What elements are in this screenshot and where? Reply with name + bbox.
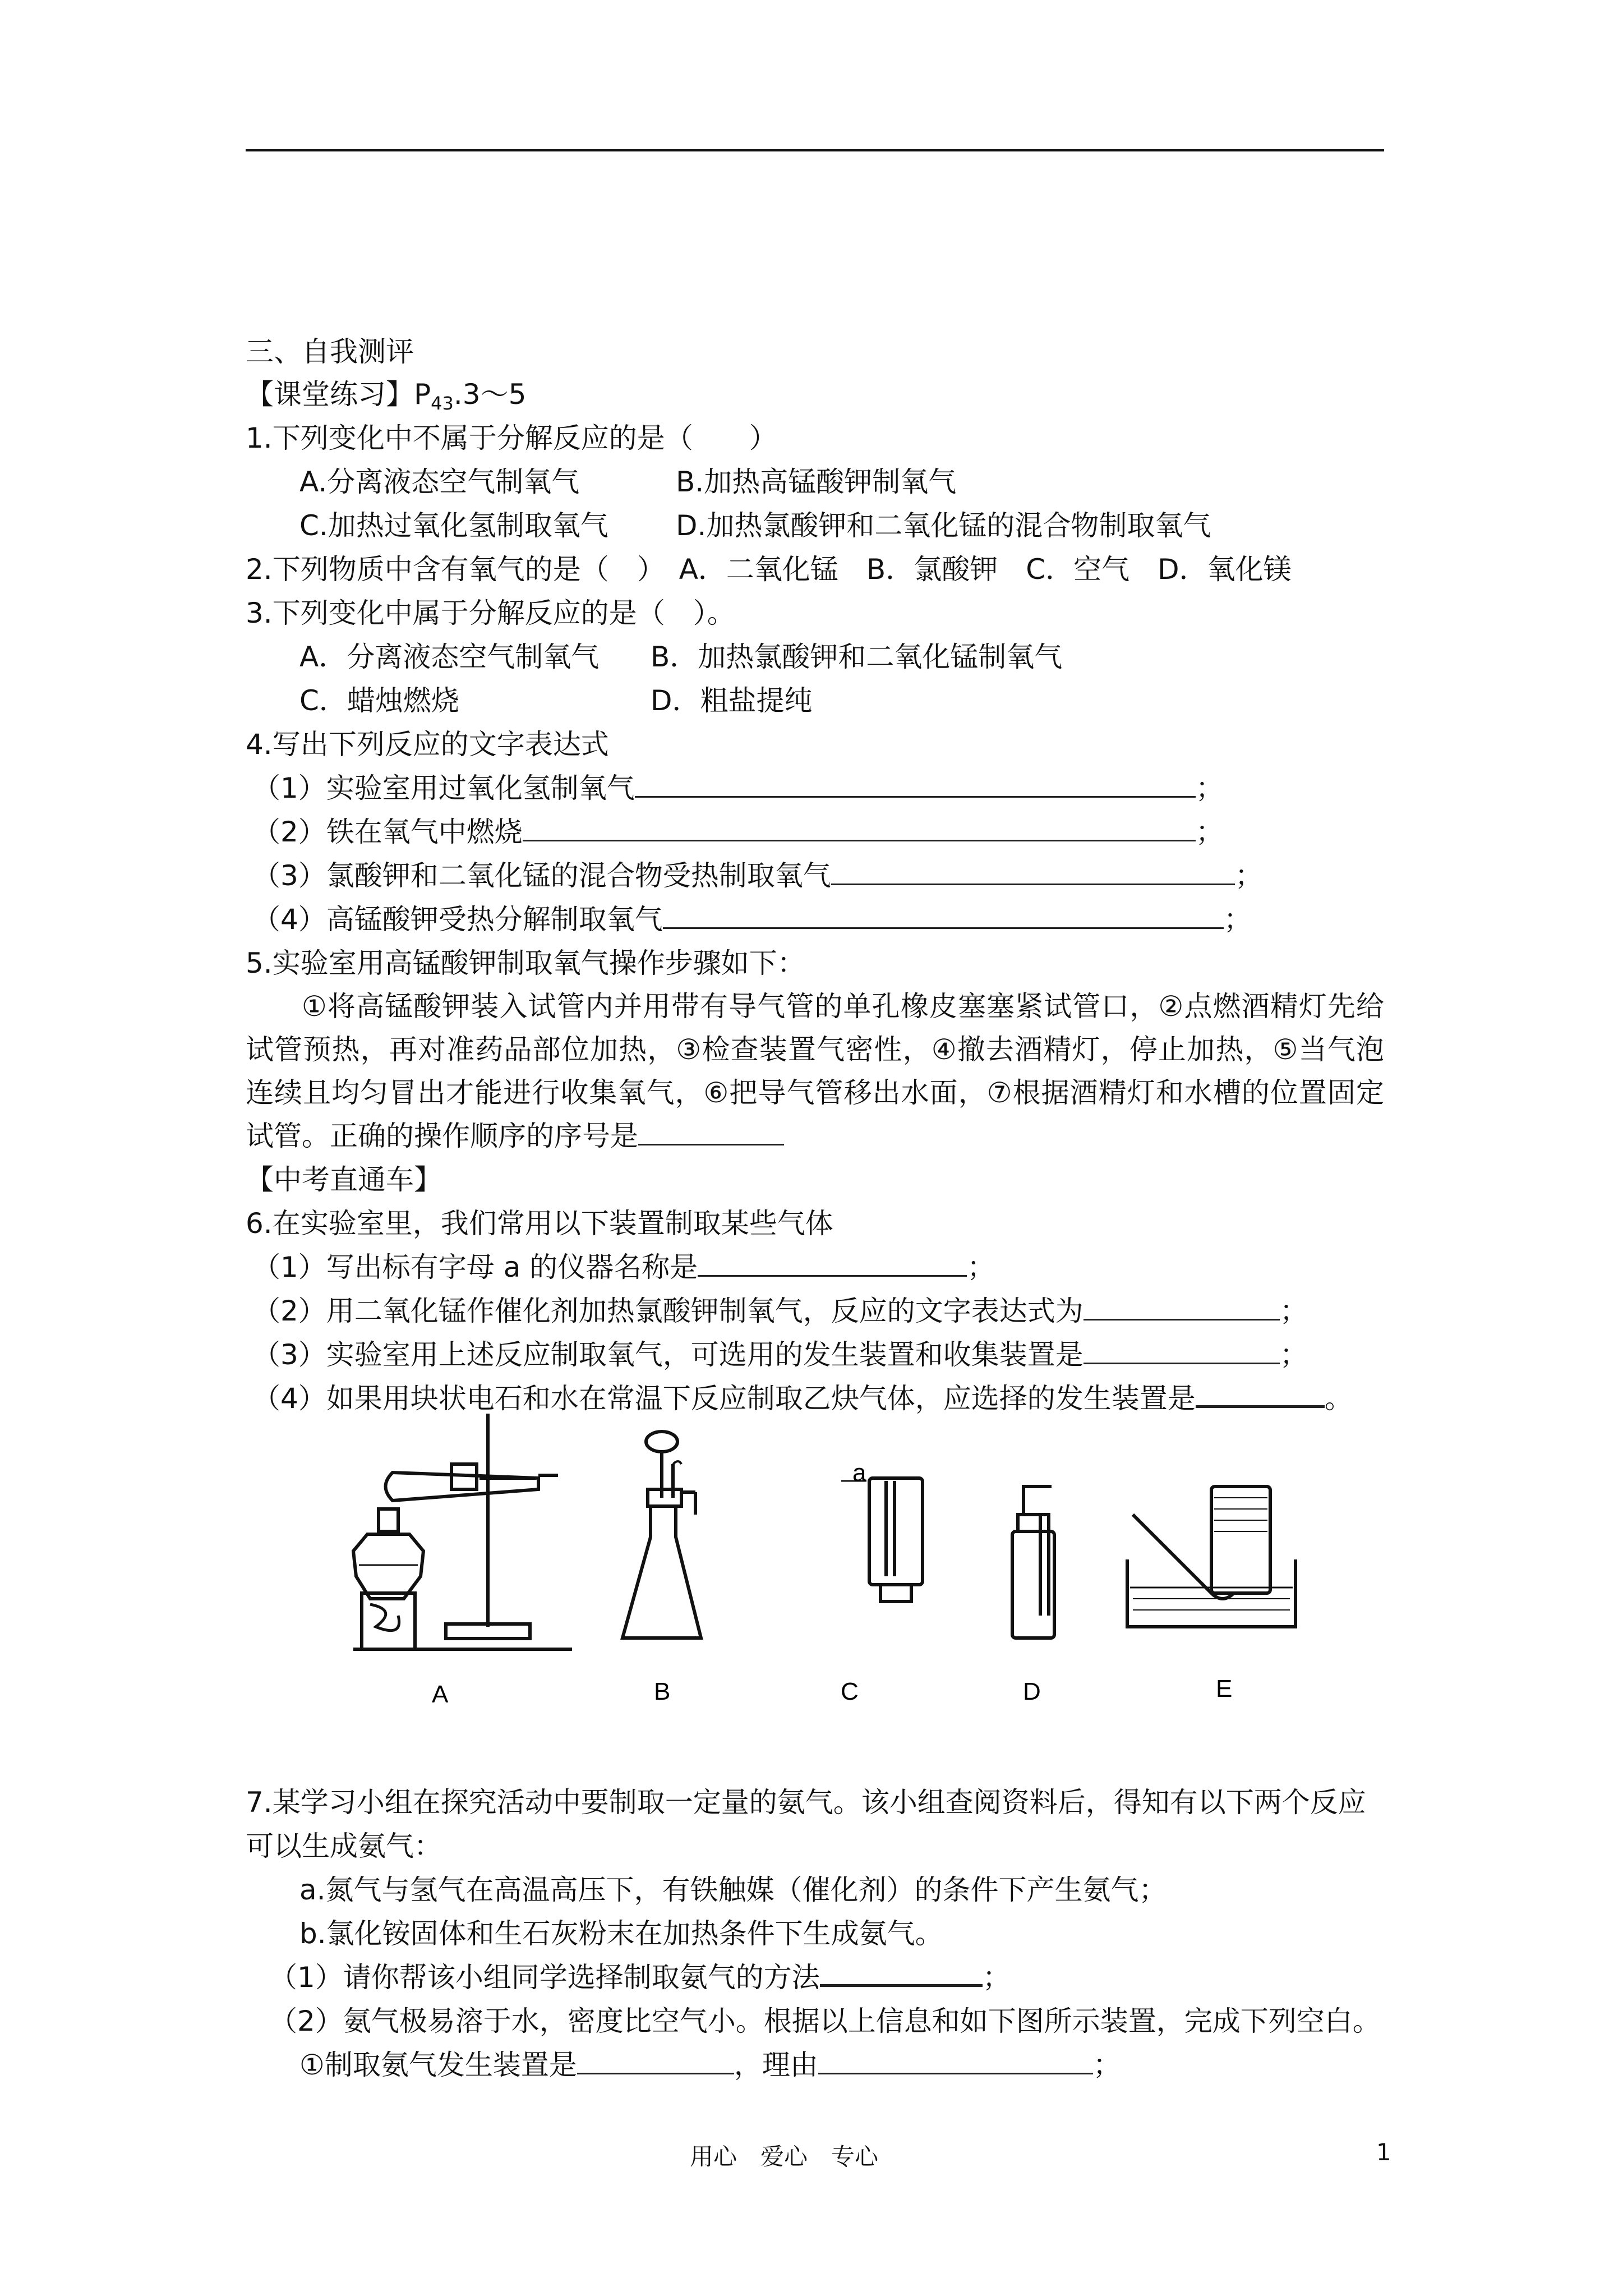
q7-reaction-a: a.氮气与氢气在高温高压下，有铁触媒（催化剂）的条件下产生氨气；: [299, 1874, 1167, 1906]
q1-option-d: D.加热氯酸钾和二氧化锰的混合物制取氧气: [676, 509, 1211, 542]
q7-part-1-end: ；: [982, 1961, 1011, 1994]
q4-item-3-text: （3）氯酸钾和二氧化锰的混合物受热制取氧气: [252, 859, 831, 892]
classroom-practice-heading: [246, 376, 526, 422]
q4-item-2: [252, 813, 1224, 850]
apparatus-d-bottle: [1012, 1487, 1054, 1638]
q6-part-2-text: （2）用二氧化锰作催化剂加热氯酸钾制氧气，反应的文字表达式为: [252, 1295, 1083, 1327]
q4-item-3-end: ；: [1234, 859, 1263, 892]
q6-part-1-end: ；: [967, 1251, 995, 1283]
q4-item-2-end: ；: [1195, 816, 1224, 848]
q1-option-b: B.加热高锰酸钾制氧气: [676, 466, 957, 498]
q4-item-1-end: ；: [1195, 772, 1224, 804]
apparatus-figure: [336, 1402, 1346, 1739]
q3-option-d: D．粗盐提纯: [651, 684, 813, 717]
classroom-subscript: 43: [431, 393, 454, 414]
q4-item-4-text: （4）高锰酸钾受热分解制取氧气: [252, 903, 663, 936]
figure-mark-a: a: [852, 1459, 866, 1487]
answer-blank[interactable]: [818, 2048, 1093, 2074]
page-number: 1: [1376, 2138, 1391, 2166]
classroom-rest: .3～5: [453, 378, 527, 411]
q6-part-1: [252, 1249, 995, 1286]
q5-body: [246, 985, 1384, 1158]
q4-item-3: [252, 857, 1263, 894]
figure-label-c: C: [841, 1678, 859, 1705]
q7-part-1: [269, 1959, 1011, 1996]
q7-part-3-end: ；: [1092, 2049, 1121, 2081]
q4-item-2-text: （2）铁在氧气中燃烧: [252, 816, 523, 848]
q6-part-4-text: （4）如果用块状电石和水在常温下反应制取乙炔气体，应选择的发生装置是: [252, 1382, 1196, 1415]
apparatus-e-trough: [1127, 1487, 1295, 1627]
apparatus-a-test-tube: [386, 1473, 559, 1501]
q1-option-c: C.加热过氧化氢制取氧气: [299, 509, 608, 542]
section-title: 三、自我测评: [246, 335, 414, 368]
q6-part-3: [252, 1336, 1308, 1373]
q4-stem: 4.写出下列反应的文字表达式: [246, 728, 609, 761]
classroom-label: 【课堂练习】P: [246, 378, 431, 411]
q6-part-3-end: ；: [1279, 1338, 1308, 1371]
q4-item-1-text: （1）实验室用过氧化氢制氧气: [252, 772, 635, 804]
q4-item-4: [252, 901, 1252, 938]
apparatus-c-gas-jar: [841, 1478, 923, 1602]
figure-label-b: B: [654, 1678, 671, 1705]
answer-blank[interactable]: [663, 903, 1224, 929]
answer-blank[interactable]: [577, 2048, 734, 2074]
q6-part-2: [252, 1292, 1308, 1329]
q6-part-1-text: （1）写出标有字母 a 的仪器名称是: [252, 1251, 698, 1283]
answer-blank[interactable]: [523, 815, 1196, 841]
q1-stem: 1.下列变化中不属于分解反应的是（ ）: [246, 422, 777, 454]
zhongkao-heading: 【中考直通车】: [246, 1163, 442, 1196]
answer-blank[interactable]: [698, 1250, 967, 1277]
figure-label-e: E: [1216, 1675, 1233, 1703]
q1-option-a: A.分离液态空气制氧气: [299, 466, 580, 498]
q7-part-2: （2）氨气极易溶于水，密度比空气小。根据以上信息和如下图所示装置，完成下列空白。: [269, 2005, 1381, 2037]
q3-stem: 3.下列变化中属于分解反应的是（ ）。: [246, 597, 735, 629]
figure-label-d: D: [1023, 1678, 1041, 1705]
q7-part-3-text: ①制取氨气发生装置是: [299, 2049, 577, 2081]
answer-blank[interactable]: [1083, 1338, 1280, 1364]
answer-blank[interactable]: [820, 1959, 983, 1987]
answer-blank[interactable]: [831, 859, 1235, 885]
q6-stem: 6.在实验室里，我们常用以下装置制取某些气体: [246, 1207, 833, 1240]
q7-part-3-reason: ，理由: [734, 2049, 818, 2081]
q3-option-c: C．蜡烛燃烧: [299, 684, 459, 717]
q7-stem-line-1: 7.某学习小组在探究活动中要制取一定量的氨气。该小组查阅资料后，得知有以下两个反应: [246, 1786, 1366, 1819]
apparatus-b-flask: [623, 1432, 701, 1638]
figure-label-a: A: [432, 1681, 449, 1708]
q5-stem: 5.实验室用高锰酸钾制取氧气操作步骤如下：: [246, 947, 805, 979]
answer-blank[interactable]: [1083, 1294, 1280, 1320]
q7-part-1-text: （1）请你帮该小组同学选择制取氨气的方法: [269, 1961, 820, 1994]
q4-item-4-end: ；: [1223, 903, 1252, 936]
apparatus-a-alcohol-lamp: [353, 1509, 423, 1649]
q6-part-4-end: 。: [1324, 1382, 1353, 1415]
q7-part-3: [299, 2046, 1121, 2083]
answer-blank[interactable]: [635, 771, 1196, 798]
q6-part-2-end: ；: [1279, 1295, 1308, 1327]
q7-reaction-b: b.氯化铵固体和生石灰粉末在加热条件下生成氨气。: [299, 1917, 943, 1950]
q5-body-text: ①将高锰酸钾装入试管内并用带有导气管的单孔橡皮塞塞紧试管口，②点燃酒精灯先给试管预热，再对准药品部位加热，③检查装置气密性，④撤去酒精灯，停止加热，⑤当气泡连续且均匀冒出才能进行收集氧气，⑥把导气管移出水面，⑦根据酒精灯和水槽的位置固定试管。正确的操作顺序的序号是: [246, 990, 1384, 1152]
answer-blank[interactable]: [638, 1119, 784, 1145]
q6-part-3-text: （3）实验室用上述反应制取氧气，可选用的发生装置和收集装置是: [252, 1338, 1083, 1371]
q4-item-1: [252, 770, 1224, 807]
q2-stem: 2.下列物质中含有氧气的是（ ） A．二氧化锰 B．氯酸钾 C．空气 D．氧化镁: [246, 553, 1292, 586]
q3-option-b: B．加热氯酸钾和二氧化锰制氧气: [651, 641, 1063, 673]
q3-option-a: A．分离液态空气制氧气: [299, 641, 600, 673]
q7-stem-line-2: 可以生成氨气：: [246, 1830, 442, 1862]
header-rule: [246, 149, 1384, 151]
footer-motto: 用心 爱心 专心: [690, 2143, 879, 2170]
